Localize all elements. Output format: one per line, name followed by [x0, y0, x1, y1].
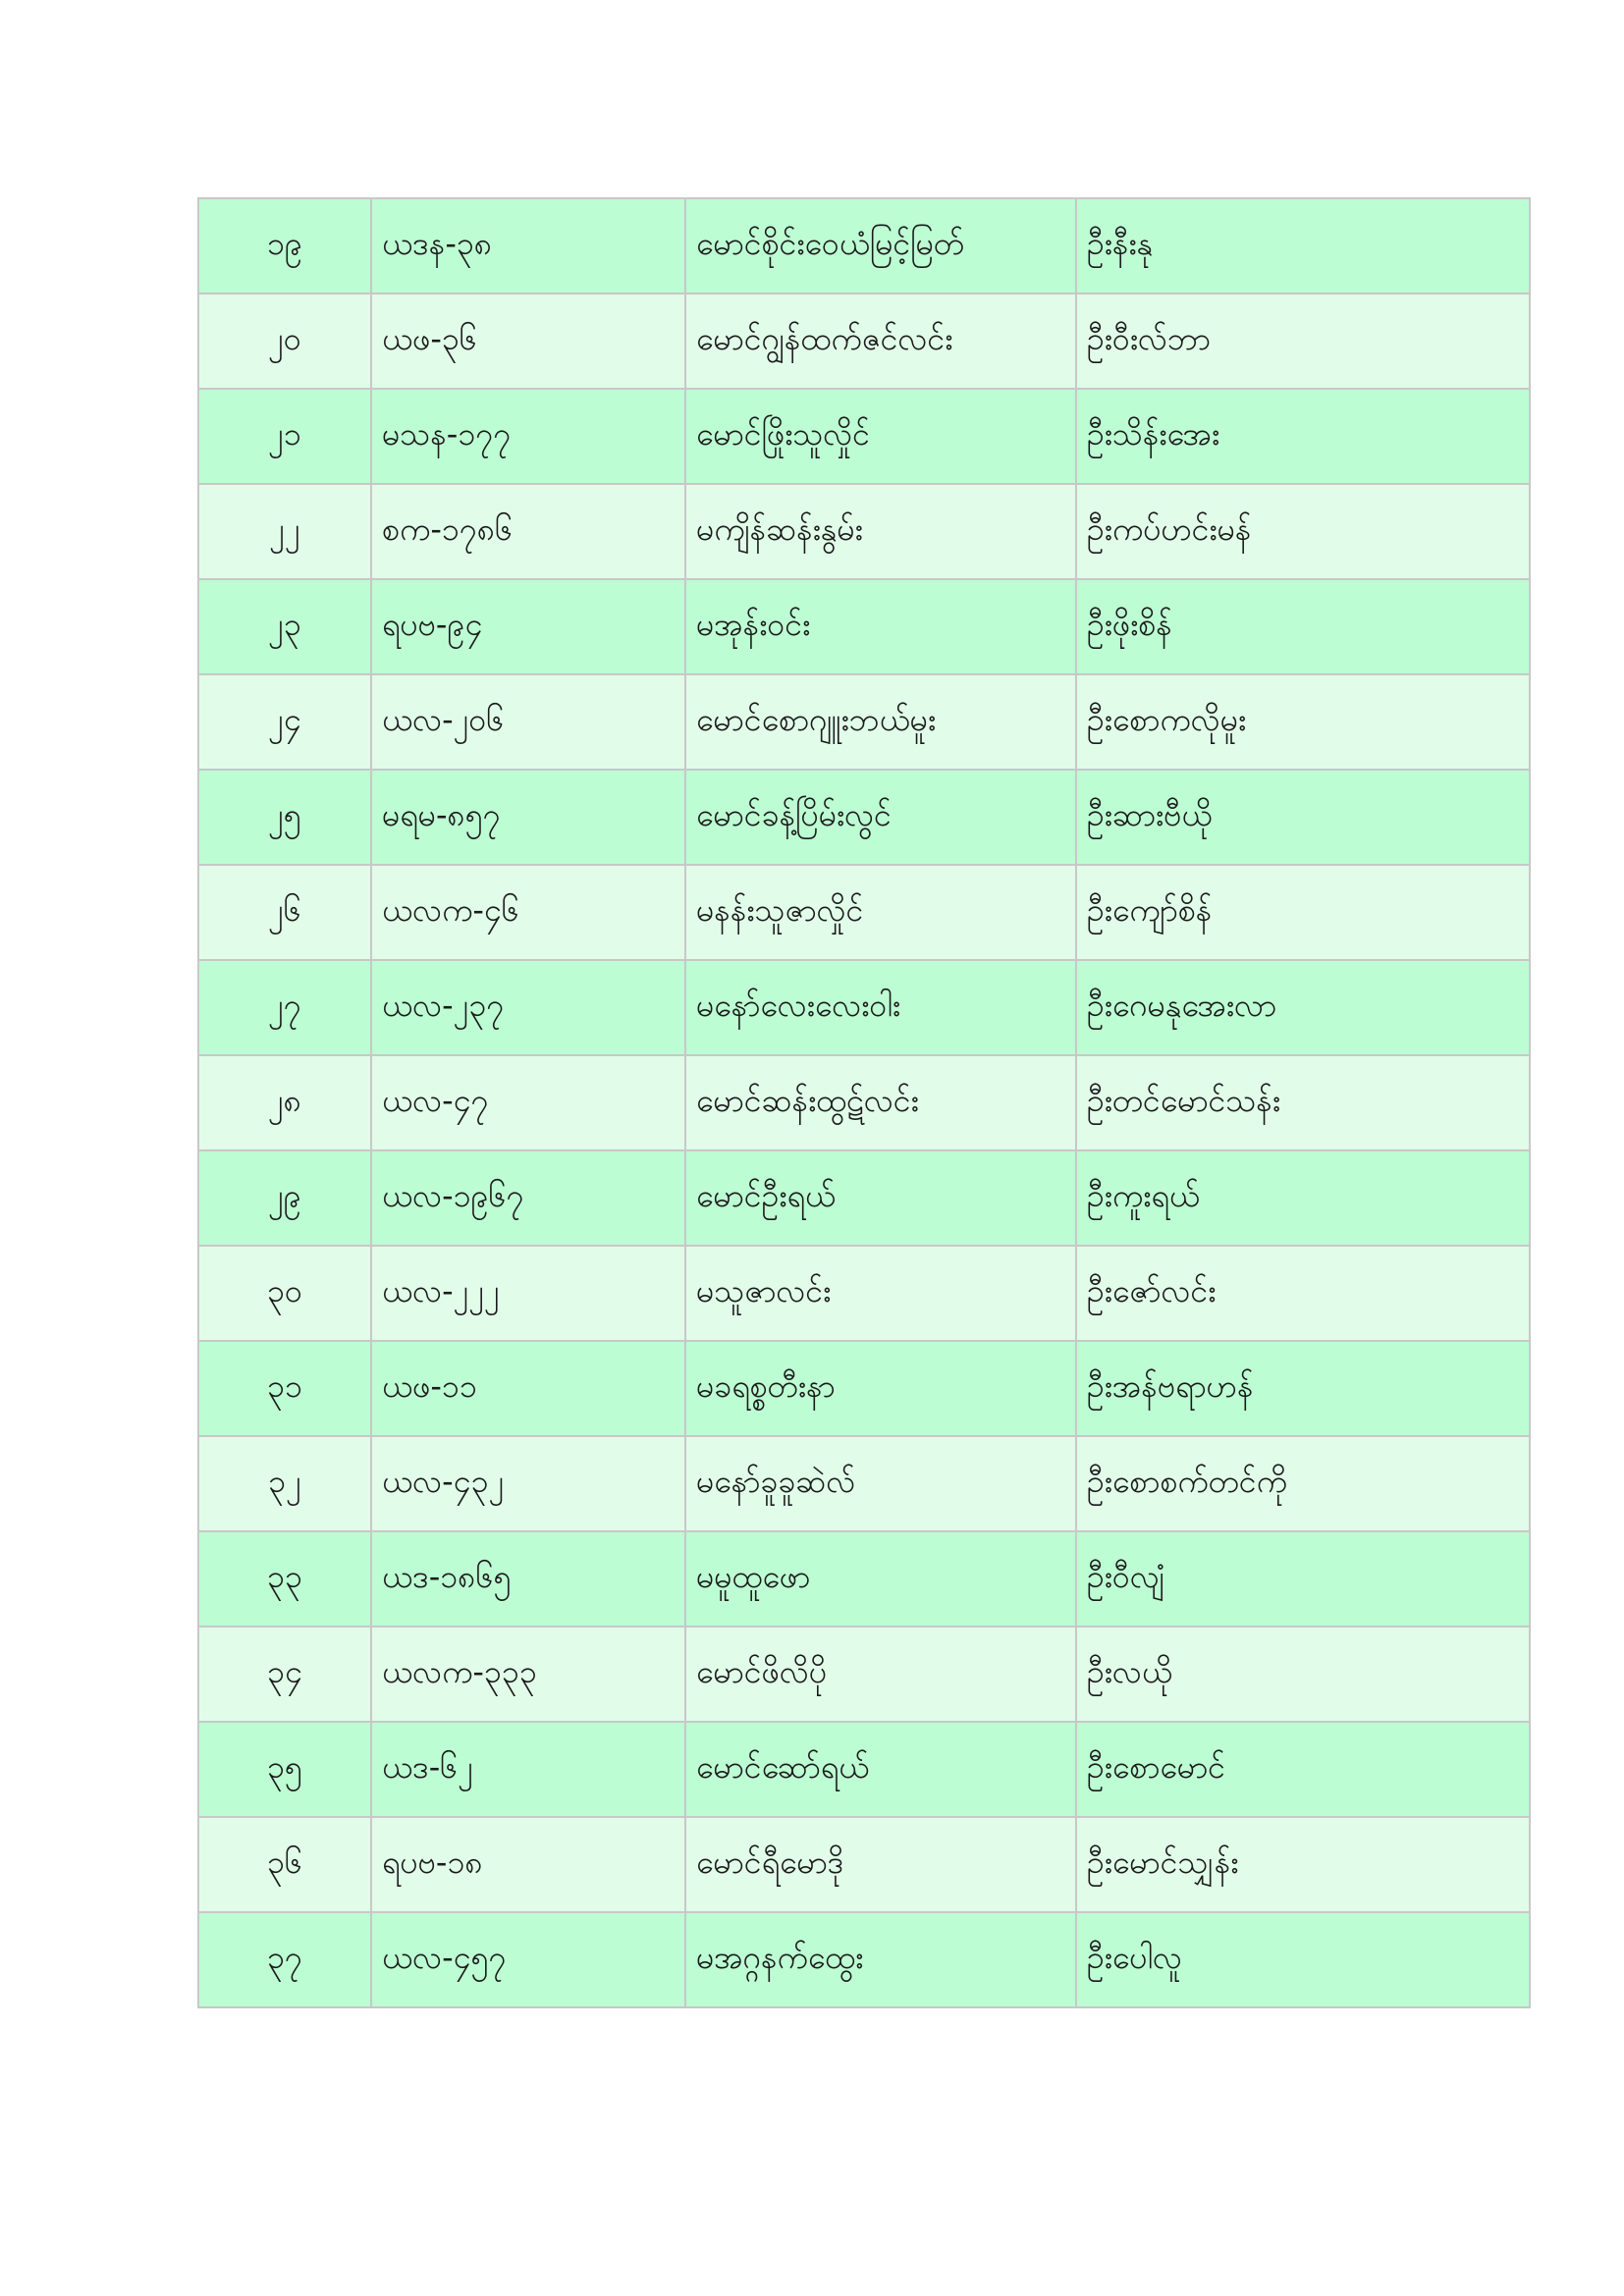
- roll-id-cell: ယလ-၂၃၇: [371, 960, 685, 1055]
- roll-id-cell: စက-၁၇၈၆: [371, 484, 685, 579]
- table-row: [198, 1722, 1530, 1817]
- roll-id-cell: ရပဗ-၁၈: [371, 1817, 685, 1912]
- father-name-cell: ဦးပေါလူ: [1076, 1912, 1530, 2007]
- roll-id-cell: မသန-၁၇၇: [371, 389, 685, 484]
- table-row: [198, 1436, 1530, 1531]
- table-row: [198, 198, 1530, 294]
- father-name-cell: ဦးကျော်စိန်: [1076, 865, 1530, 960]
- father-name-cell: ဦးကပ်ဟင်းမန်: [1076, 484, 1530, 579]
- row-number-cell: ၂၄: [198, 674, 371, 770]
- father-name-cell: ဦးဂေမနုအေးလာ: [1076, 960, 1530, 1055]
- row-number-cell: ၃၁: [198, 1341, 371, 1436]
- student-name-cell: မနော်လေးလေးဝါး: [685, 960, 1076, 1055]
- table-row: [198, 674, 1530, 770]
- table-row: [198, 579, 1530, 674]
- results-table: [197, 197, 1531, 2008]
- father-name-cell: ဦးဝီးလ်ဘာ: [1076, 294, 1530, 389]
- table-row: [198, 294, 1530, 389]
- table-row: [198, 389, 1530, 484]
- roll-id-cell: ယဖ-၃၆: [371, 294, 685, 389]
- father-name-cell: ဦးစောစက်တင်ကို: [1076, 1436, 1530, 1531]
- roll-id-cell: ယလ-၄၇: [371, 1055, 685, 1150]
- row-number-cell: ၃၅: [198, 1722, 371, 1817]
- roll-id-cell: ယလ-၂၂၂: [371, 1246, 685, 1341]
- father-name-cell: ဦးသိန်းအေး: [1076, 389, 1530, 484]
- roll-id-cell: ယလ-၁၉၆၇: [371, 1150, 685, 1246]
- student-name-cell: မကျိန်ဆန်းနွမ်း: [685, 484, 1076, 579]
- roll-id-cell: ယဖ-၁၁: [371, 1341, 685, 1436]
- row-number-cell: ၂၂: [198, 484, 371, 579]
- row-number-cell: ၂၇: [198, 960, 371, 1055]
- father-name-cell: ဦးဖိုးစိန်: [1076, 579, 1530, 674]
- student-name-cell: မောင်ဆန်းထွဋ်လင်း: [685, 1055, 1076, 1150]
- row-number-cell: ၂၈: [198, 1055, 371, 1150]
- row-number-cell: ၂၀: [198, 294, 371, 389]
- roll-id-cell: ယလ-၂၀၆: [371, 674, 685, 770]
- student-name-cell: မခရစ္စတီးနာ: [685, 1341, 1076, 1436]
- student-name-cell: မောင်ဦးရယ်: [685, 1150, 1076, 1246]
- table-row: [198, 960, 1530, 1055]
- table-body: [198, 198, 1530, 2007]
- row-number-cell: ၂၅: [198, 770, 371, 865]
- row-number-cell: ၂၁: [198, 389, 371, 484]
- father-name-cell: ဦးမောင်သျှန်း: [1076, 1817, 1530, 1912]
- row-number-cell: ၂၃: [198, 579, 371, 674]
- row-number-cell: ၃၄: [198, 1627, 371, 1722]
- table-row: [198, 865, 1530, 960]
- row-number-cell: ၃၃: [198, 1531, 371, 1627]
- table-row: [198, 1341, 1530, 1436]
- father-name-cell: ဦးဆားဗီယို: [1076, 770, 1530, 865]
- row-number-cell: ၁၉: [198, 198, 371, 294]
- roll-id-cell: ယဒ-၁၈၆၅: [371, 1531, 685, 1627]
- father-name-cell: ဦးစောမောင်: [1076, 1722, 1530, 1817]
- father-name-cell: ဦးအန်ဗရာဟန်: [1076, 1341, 1530, 1436]
- father-name-cell: ဦးတင်မောင်သန်း: [1076, 1055, 1530, 1150]
- table-row: [198, 1055, 1530, 1150]
- table-row: [198, 1817, 1530, 1912]
- student-name-cell: မောင်ဖိလိပို: [685, 1627, 1076, 1722]
- student-name-cell: မောင်ဖြိုးသူလှိုင်: [685, 389, 1076, 484]
- student-name-cell: မောင်စောဂျူးဘယ်မူး: [685, 674, 1076, 770]
- father-name-cell: ဦးစောကလိုမူး: [1076, 674, 1530, 770]
- student-name-cell: မောင်စိုင်းဝေယံမြင့်မြတ်: [685, 198, 1076, 294]
- table-row: [198, 1150, 1530, 1246]
- roll-id-cell: ယလက-၄၆: [371, 865, 685, 960]
- table-row: [198, 1246, 1530, 1341]
- row-number-cell: ၃၂: [198, 1436, 371, 1531]
- father-name-cell: ဦးဝီလျံ: [1076, 1531, 1530, 1627]
- table-row: [198, 1912, 1530, 2007]
- row-number-cell: ၃၇: [198, 1912, 371, 2007]
- student-name-cell: မောင်ရီမောဒို: [685, 1817, 1076, 1912]
- row-number-cell: ၂၉: [198, 1150, 371, 1246]
- father-name-cell: ဦးဇော်လင်း: [1076, 1246, 1530, 1341]
- results-table-container: [197, 197, 1529, 2008]
- father-name-cell: ဦးနီးနု: [1076, 198, 1530, 294]
- student-name-cell: မနန်းသူဇာလှိုင်: [685, 865, 1076, 960]
- roll-id-cell: ရပဗ-၉၄: [371, 579, 685, 674]
- roll-id-cell: ယဒန-၃၈: [371, 198, 685, 294]
- roll-id-cell: ယလ-၄၃၂: [371, 1436, 685, 1531]
- roll-id-cell: ယလ-၄၅၇: [371, 1912, 685, 2007]
- table-row: [198, 1627, 1530, 1722]
- table-row: [198, 1531, 1530, 1627]
- student-name-cell: မအုန်းဝင်း: [685, 579, 1076, 674]
- student-name-cell: မအဂ္ဂနက်ထွေး: [685, 1912, 1076, 2007]
- student-name-cell: မောင်ဆော်ရယ်: [685, 1722, 1076, 1817]
- roll-id-cell: မရမ-၈၅၇: [371, 770, 685, 865]
- father-name-cell: ဦးလယို: [1076, 1627, 1530, 1722]
- roll-id-cell: ယလက-၃၃၃: [371, 1627, 685, 1722]
- student-name-cell: မောင်ဂျွန်ထက်ဇင်လင်း: [685, 294, 1076, 389]
- student-name-cell: မနော်ခူခူဆဲလ်: [685, 1436, 1076, 1531]
- father-name-cell: ဦးကူးရယ်: [1076, 1150, 1530, 1246]
- table-row: [198, 770, 1530, 865]
- student-name-cell: မောင်ခန့်ပြိမ်းလွင်: [685, 770, 1076, 865]
- row-number-cell: ၂၆: [198, 865, 371, 960]
- table-row: [198, 484, 1530, 579]
- student-name-cell: မမူထူဖော: [685, 1531, 1076, 1627]
- student-name-cell: မသူဇာလင်း: [685, 1246, 1076, 1341]
- roll-id-cell: ယဒ-၆၂: [371, 1722, 685, 1817]
- row-number-cell: ၃၀: [198, 1246, 371, 1341]
- row-number-cell: ၃၆: [198, 1817, 371, 1912]
